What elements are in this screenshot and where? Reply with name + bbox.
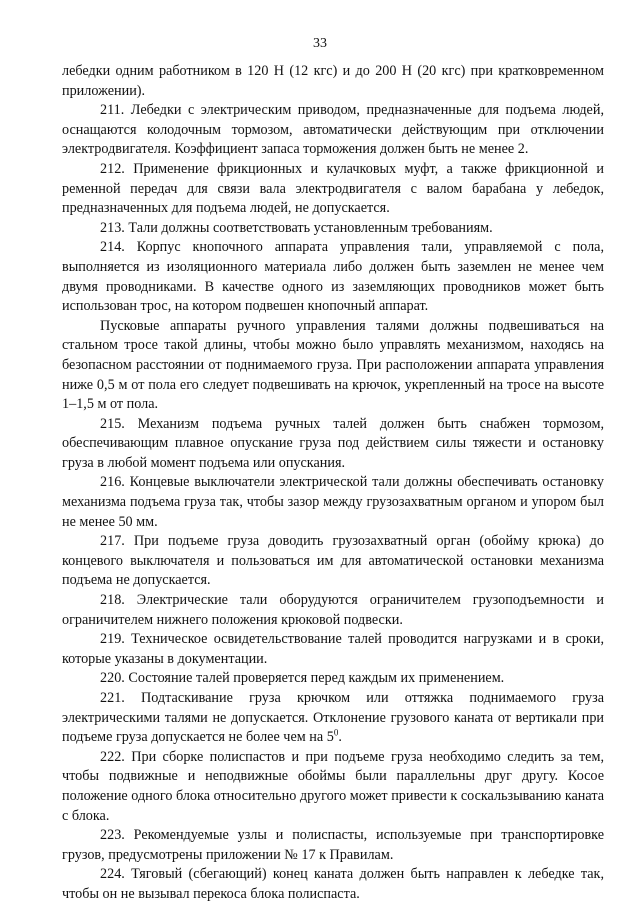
paragraph-214-control: Пусковые аппараты ручного управления талями должны подвешиваться на стальном тросе такой длины, чтобы можно было управлять механизмом, находясь на безопасном расстоянии от поднимаемого груза. При расположении аппарата управления ниже 0,5 м от пола его следует подвешивать на крючок, укрепленный на тросе на высоте 1–1,5 м от пола. [62, 317, 604, 413]
paragraph-224: 224. Тяговый (сбегающий) конец каната должен быть направлен к лебедке так, чтобы он не вызывал перекоса блока полиспаста. [62, 866, 604, 902]
paragraph-217: 217. При подъеме груза доводить грузозахватный орган (обойму крюка) до концевого выключателя и пользоваться им для автоматической остановки механизма подъема не допускается. [62, 533, 604, 589]
paragraph-221 [62, 689, 604, 748]
paragraph-212: 212. Применение фрикционных и кулачковых муфт, а также фрикционной и ременной передач для связи вала электродвигателя с валом барабана у лебедок, предназначенных для подъема людей, не допускается. [62, 160, 604, 217]
paragraph-222: 222. При сборке полиспастов и при подъеме груза необходимо следить за тем, чтобы подвижные и неподвижные обоймы были параллельны друг другу. Косое положение одного блока относительно другого может привести к соскальзыванию каната с блока. [62, 748, 604, 824]
paragraph-continuation: лебедки одним работником в 120 Н (12 кгс) и до 200 Н (20 кгс) при кратковременном приложении). [62, 63, 604, 99]
paragraph-213: 213. Тали должны соответствовать установленным требованиям. [100, 219, 493, 236]
paragraph-221-text: 221. Подтаскивание груза крючком или оттяжка поднимаемого груза электрическими талями не допускается. Отклонение грузового каната от вертикали при подъеме груза допускается не более чем на 5 [62, 690, 604, 746]
paragraph-220: 220. Состояние талей проверяется перед каждым их применением. [100, 670, 505, 687]
paragraph-211: 211. Лебедки с электрическим приводом, предназначенные для подъема людей, оснащаются колодочным тормозом, автоматически действующим при отключении электродвигателя. Коэффициент запаса торможения должен быть не менее 2. [62, 102, 604, 158]
degree-superscript: 0 [333, 727, 339, 738]
paragraph-219: 219. Техническое освидетельствование талей проводится нагрузками и в сроки, которые указаны в документации. [62, 631, 604, 667]
page-number: 33 [313, 36, 327, 51]
paragraph-216: 216. Концевые выключатели электрической тали должны обеспечивать остановку механизма подъема груза так, чтобы зазор между грузозахватным органом и упором был не менее 50 мм. [62, 474, 604, 530]
paragraph-218: 218. Электрические тали оборудуются ограничителем грузоподъемности и ограничителем нижнего положения крюковой подвески. [62, 592, 604, 628]
paragraph-215: 215. Механизм подъема ручных талей должен быть снабжен тормозом, обеспечивающим плавное опускание груза под действием силы тяжести и остановку груза в любой момент подъема или опускания. [62, 415, 604, 471]
paragraph-214: 214. Корпус кнопочного аппарата управления тали, управляемой с пола, выполняется из изоляционного материала либо должен быть заземлен не менее чем двумя проводниками. В качестве одного из заземляющих проводников может быть использован трос, на котором подвешен кнопочный аппарат. [62, 239, 604, 315]
paragraph-223: 223. Рекомендуемые узлы и полиспасты, используемые при транспортировке грузов, предусмотрены приложении № 17 к Правилам. [62, 827, 604, 863]
paragraph-221-tail: . [338, 729, 342, 746]
document-body [62, 62, 604, 905]
